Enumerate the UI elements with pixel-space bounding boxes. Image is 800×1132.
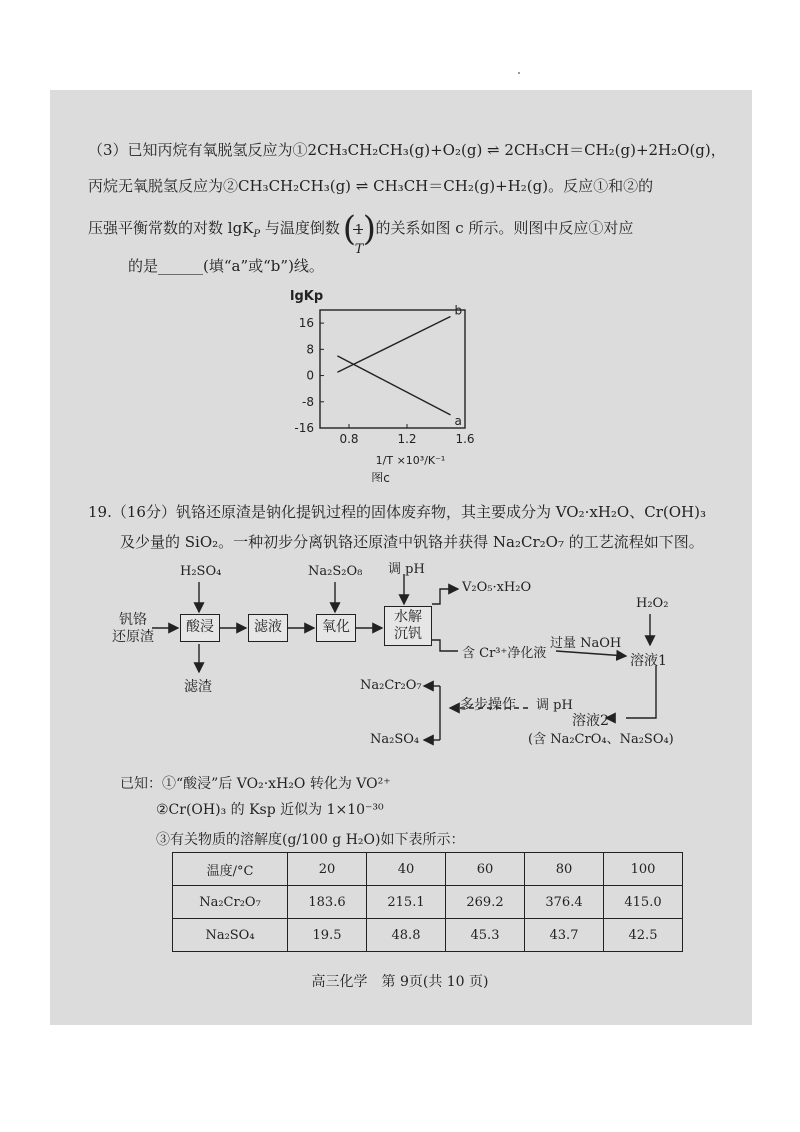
table-cell: 42.5 xyxy=(604,919,683,952)
table-cell: Na₂SO₄ xyxy=(173,919,288,952)
q18-line3-b: 与温度倒数 xyxy=(264,219,340,237)
q19-intro-line2: 及少量的 SiO₂。一种初步分离钒铬还原渣中钒铬并获得 Na₂Cr₂O₇ 的工艺流程如下图。 xyxy=(120,533,704,551)
y-tick-label: 16 xyxy=(298,316,314,331)
flow-solution2-note: (含 Na₂CrO₄、Na₂SO₄) xyxy=(528,732,674,747)
fraction-numerator: 1 xyxy=(354,223,363,238)
flow-hydrolysis-box: 水解 沉钒 xyxy=(384,606,432,646)
flow-product-na2cr2o7: Na₂Cr₂O₇ xyxy=(360,678,422,693)
q19-intro-line1: 19.（16分）钒铬还原渣是钠化提钒过程的固体废弃物，其主要成分为 VO₂·xH₂O、Cr(OH)₃ xyxy=(88,503,706,521)
table-header-cell: 80 xyxy=(525,853,604,886)
series-label-b: b xyxy=(454,303,463,318)
table-cell: 269.2 xyxy=(446,886,525,919)
flow-oxidize-box: 氧化 xyxy=(316,614,356,642)
table-header-cell: 60 xyxy=(446,853,525,886)
y-axis-label: lgKp xyxy=(290,289,324,304)
page-footer: 高三化学 第 9页(共 10 页) xyxy=(311,974,489,990)
flow-ph2-label: 调 pH xyxy=(536,698,573,713)
q18-line1: （3）已知丙烷有氧脱氢反应为①2CH₃CH₂CH₃(g)+O₂(g) ⇌ 2CH₃CH＝CH₂(g)+2H₂O(g)， xyxy=(88,141,726,159)
table-cell: 415.0 xyxy=(604,886,683,919)
table-cell: 376.4 xyxy=(525,886,604,919)
flow-h2o2-label: H₂O₂ xyxy=(636,596,669,611)
y-tick-label: -8 xyxy=(302,394,314,409)
table-header-cell: 100 xyxy=(604,853,683,886)
y-tick-label: 0 xyxy=(306,368,314,383)
flow-v-product: V₂O₅·xH₂O xyxy=(462,580,532,595)
table-header-row xyxy=(173,853,683,886)
flow-leach-box: 酸浸 xyxy=(180,614,220,642)
solubility-table xyxy=(172,852,683,952)
arrow-naoh xyxy=(556,651,626,656)
table-row xyxy=(173,886,683,919)
known-fact-1: 已知：①“酸浸”后 VO₂·xH₂O 转化为 VO²⁺ xyxy=(120,776,391,792)
flow-oxidant-label: Na₂S₂O₈ xyxy=(308,564,363,579)
known-fact-3: ③有关物质的溶解度(g/100 g H₂O)如下表所示： xyxy=(156,832,465,848)
q18-line4: 的是______(填“a”或“b”)线。 xyxy=(128,257,324,275)
right-paren: ) xyxy=(362,209,376,249)
chart-title: 图c xyxy=(371,471,390,482)
left-paren: ( xyxy=(342,209,356,249)
flow-filtrate-box: 滤液 xyxy=(248,614,288,642)
x-tick-label: 0.8 xyxy=(339,432,359,446)
y-tick-label: 8 xyxy=(306,342,314,357)
flow-ph-label: 调 pH xyxy=(388,562,425,577)
table-cell: 19.5 xyxy=(288,919,367,952)
x-axis-label: 1/T ×10³/K⁻¹ xyxy=(375,454,446,467)
fraction-denominator: T xyxy=(354,242,364,257)
flow-residue: 滤渣 xyxy=(184,679,212,695)
flow-cr-liquid: 含 Cr³⁺净化液 xyxy=(462,646,547,661)
known-fact-2: ②Cr(OH)₃ 的 Ksp 近似为 1×10⁻³⁰ xyxy=(156,802,384,818)
arrow-to-v-product xyxy=(432,589,458,604)
table-cell: 45.3 xyxy=(446,919,525,952)
table-header-cell: 温度/°C xyxy=(173,853,288,886)
x-tick-label: 1.2 xyxy=(397,432,417,446)
q18-kp-sub: P xyxy=(253,229,261,240)
table-header-cell: 20 xyxy=(288,853,367,886)
table-row xyxy=(173,919,683,952)
x-tick-label: 1.6 xyxy=(455,432,475,446)
flow-solution2: 溶液2 xyxy=(572,713,609,729)
arrow-to-cr-liquid xyxy=(432,640,458,651)
flow-raw-material: 钒铬 还原渣 xyxy=(112,612,154,645)
flow-acid-label: H₂SO₄ xyxy=(180,564,222,579)
table-cell: 43.7 xyxy=(525,919,604,952)
flow-naoh-label: 过量 NaOH xyxy=(550,636,622,651)
q18-line2: 丙烷无氧脱氢反应为②CH₃CH₂CH₃(g) ⇌ CH₃CH＝CH₂(g)+H₂(g)。反应①和②的 xyxy=(88,177,654,195)
flow-multistep: 多步操作 xyxy=(460,697,516,713)
y-tick-label: -16 xyxy=(294,421,314,435)
q18-line3-c: 的关系如图 c 所示。则图中反应①对应 xyxy=(375,219,634,237)
table-cell: Na₂Cr₂O₇ xyxy=(173,886,288,919)
table-header-cell: 40 xyxy=(367,853,446,886)
series-label-a: a xyxy=(454,413,462,428)
table-cell: 215.1 xyxy=(367,886,446,919)
q18-line3-a: 压强平衡常数的对数 lgK xyxy=(88,219,254,237)
flow-solution1: 溶液1 xyxy=(630,653,667,669)
flow-product-na2so4: Na₂SO₄ xyxy=(370,732,420,747)
table-cell: 183.6 xyxy=(288,886,367,919)
arrow-sol1-to-sol2 xyxy=(626,666,656,718)
table-cell: 48.8 xyxy=(367,919,446,952)
